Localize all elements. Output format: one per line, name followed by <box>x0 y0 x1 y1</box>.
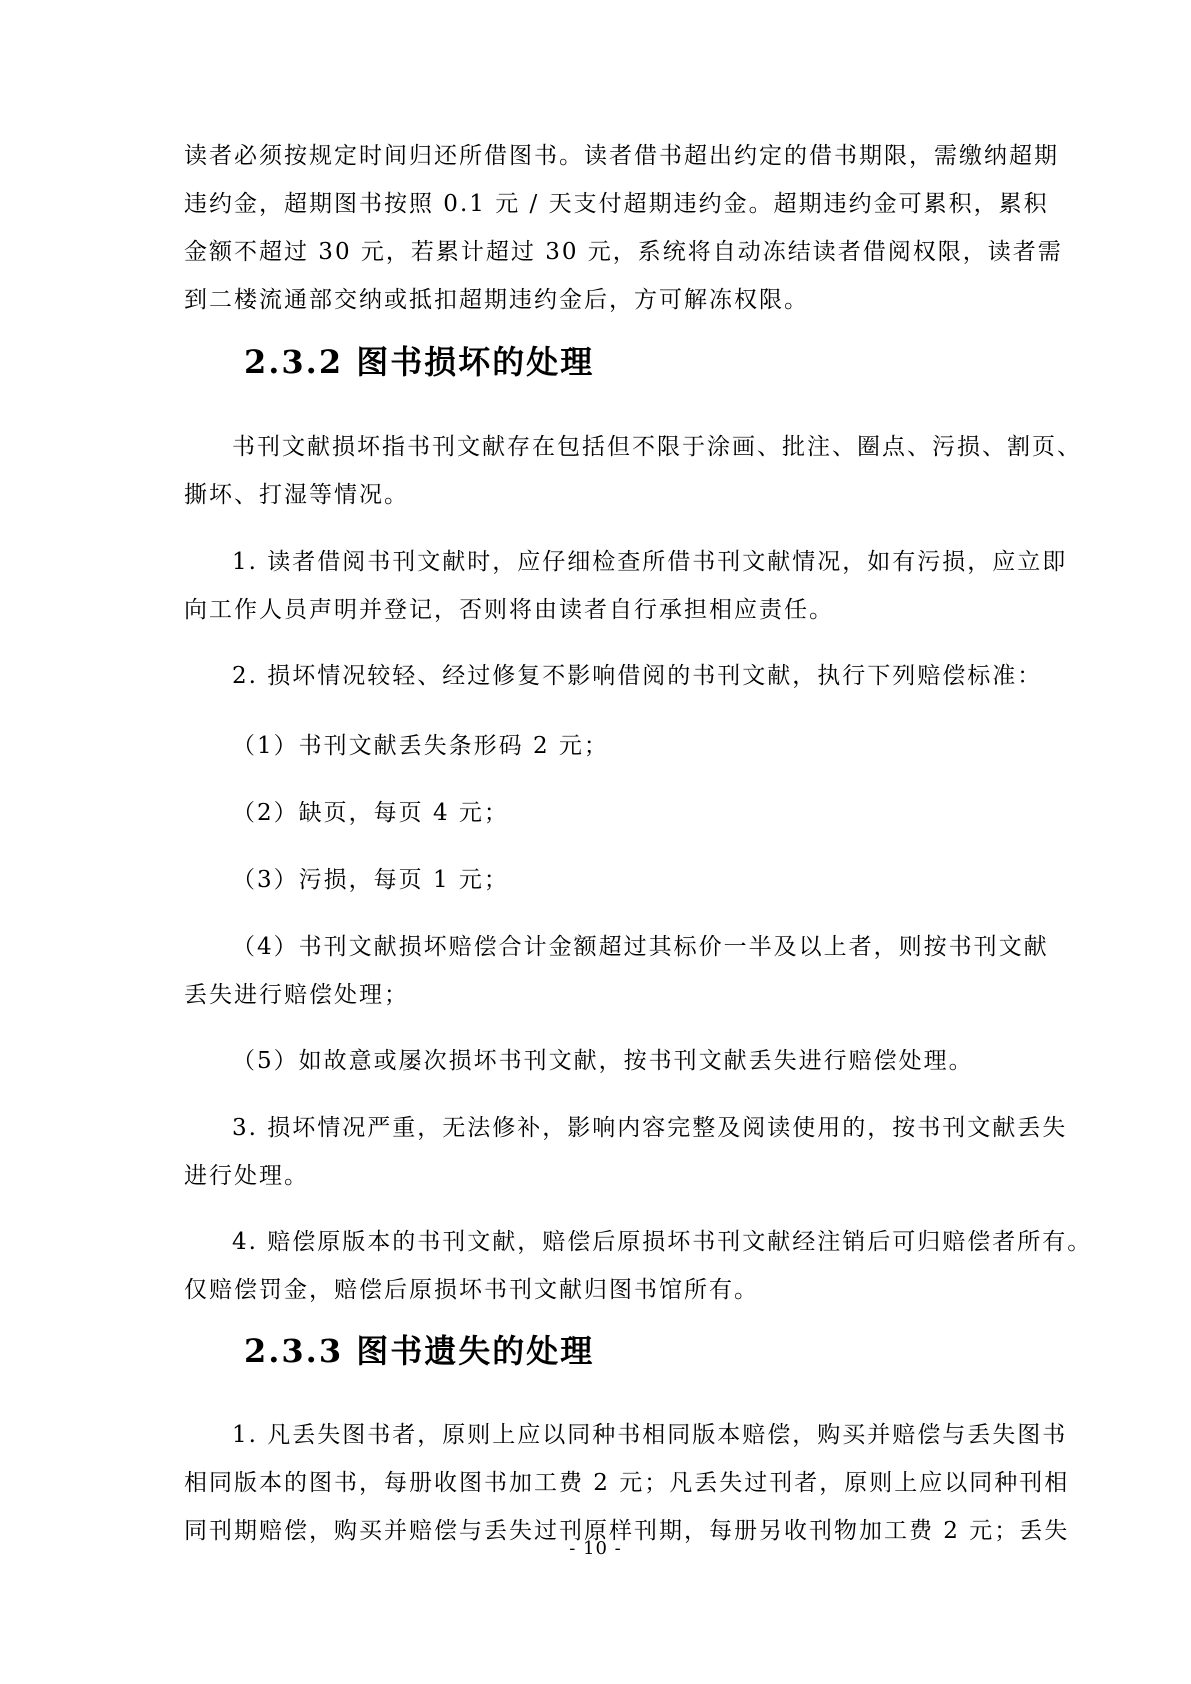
list-item <box>184 1411 1070 1555</box>
list-item <box>184 1218 1093 1314</box>
text-line: 书刊文献损坏指书刊文献存在包括但不限于涂画、批注、圈点、污损、割页、 <box>232 434 1082 460</box>
text-line: 向工作人员声明并登记，否则将由读者自行承担相应责任。 <box>184 597 834 623</box>
page-number: - 10 - <box>569 1538 622 1559</box>
text-line: 到二楼流通部交纳或抵扣超期违约金后，方可解冻权限。 <box>184 287 809 313</box>
sub-list-item <box>184 789 1014 837</box>
text-line: 进行处理。 <box>184 1163 309 1189</box>
sub-list-item <box>184 722 1014 770</box>
text-line: 1. 凡丢失图书者，原则上应以同种书相同版本赔偿，购买并赔偿与丢失图书 <box>232 1422 1068 1448</box>
text-line: （4）书刊文献损坏赔偿合计金额超过其标价一半及以上者，则按书刊文献 <box>232 934 1049 960</box>
section-heading-2-3-2: 2.3.2 图书损坏的处理 <box>244 343 595 381</box>
text-line: 仅赔偿罚金，赔偿后原损坏书刊文献归图书馆所有。 <box>184 1277 759 1303</box>
text-line: （3）污损，每页 1 元； <box>232 867 509 893</box>
text-line: （5）如故意或屡次损坏书刊文献，按书刊文献丢失进行赔偿处理。 <box>232 1048 974 1074</box>
paragraph-damage-definition <box>184 423 1082 519</box>
text-line: 相同版本的图书，每册收图书加工费 2 元；凡丢失过刊者，原则上应以同种刊相 <box>184 1470 1070 1496</box>
text-line: 读者必须按规定时间归还所借图书。读者借书超出约定的借书期限，需缴纳超期 <box>184 143 1059 169</box>
sub-list-item <box>184 856 1014 904</box>
list-item <box>184 1104 1068 1200</box>
sub-list-item <box>184 1037 1014 1085</box>
text-line: （2）缺页，每页 4 元； <box>232 800 509 826</box>
text-line: 2. 损坏情况较轻、经过修复不影响借阅的书刊文献，执行下列赔偿标准： <box>232 663 1043 689</box>
list-item <box>184 652 1043 700</box>
text-line: 同刊期赔偿，购买并赔偿与丢失过刊原样刊期，每册另收刊物加工费 2 元；丢失 <box>184 1518 1070 1544</box>
text-line: 撕坏、打湿等情况。 <box>184 482 409 508</box>
text-line: 3. 损坏情况严重，无法修补，影响内容完整及阅读使用的，按书刊文献丢失 <box>232 1115 1068 1141</box>
sub-list-item <box>184 923 1049 1019</box>
section-heading-2-3-3: 2.3.3 图书遗失的处理 <box>244 1332 595 1370</box>
paragraph-overdue <box>184 132 1063 324</box>
text-line: 4. 赔偿原版本的书刊文献，赔偿后原损坏书刊文献经注销后可归赔偿者所有。 <box>232 1229 1093 1255</box>
text-line: 丢失进行赔偿处理； <box>184 982 409 1008</box>
list-item <box>184 538 1068 634</box>
text-line: （1）书刊文献丢失条形码 2 元； <box>232 733 609 759</box>
text-line: 1. 读者借阅书刊文献时，应仔细检查所借书刊文献情况，如有污损，应立即 <box>232 549 1068 575</box>
text-line: 违约金，超期图书按照 0.1 元 / 天支付超期违约金。超期违约金可累积，累积 <box>184 191 1049 217</box>
text-line: 金额不超过 30 元，若累计超过 30 元，系统将自动冻结读者借阅权限，读者需 <box>184 239 1063 265</box>
